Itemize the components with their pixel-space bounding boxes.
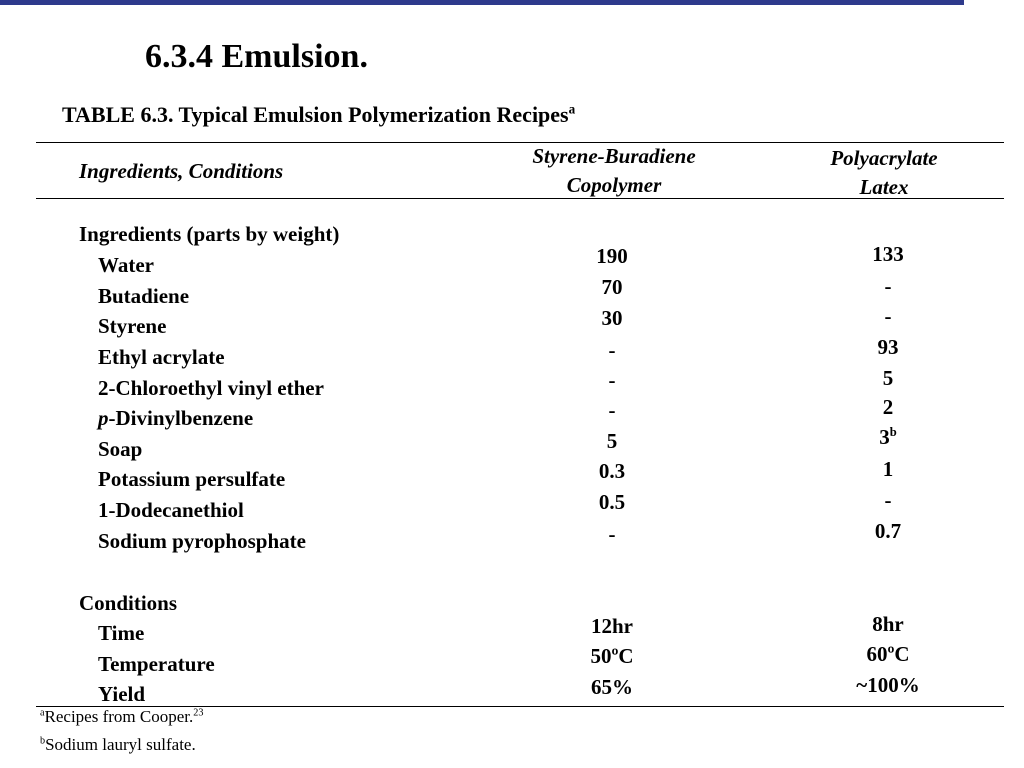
row-label-temperature: Temperature — [98, 652, 215, 676]
cell-sbr-temperature: 50ºC — [590, 644, 634, 668]
cell-sbr-yield: 65% — [591, 675, 633, 699]
cell-sbr-dodecanethiol: 0.5 — [598, 490, 626, 514]
cell-sbr-butadiene: 70 — [601, 275, 623, 299]
header-polyacrylate-latex — [784, 144, 984, 202]
cell-pa-styrene: - — [884, 304, 892, 328]
cell-pa-water: 133 — [872, 242, 904, 266]
cell-pa-potassium-persulfate: 1 — [882, 457, 894, 481]
footnote-a — [40, 707, 203, 727]
row-label-styrene: Styrene — [98, 314, 167, 338]
footnote-a-reference: 23 — [193, 707, 204, 719]
cell-sbr-divinylbenzene: - — [608, 398, 616, 422]
row-label-divinylbenzene-text: -Divinylbenzene — [108, 406, 254, 430]
page-title: 6.3.4 Emulsion. — [145, 38, 368, 75]
footnote-b-mark: b — [40, 735, 46, 747]
cell-pa-temperature: 60ºC — [866, 642, 910, 666]
footnote-a-text: Recipes from Cooper. — [44, 707, 194, 726]
table-caption-text: TABLE 6.3. Typical Emulsion Polymerization Recipes — [62, 102, 569, 127]
section-ingredients: Ingredients (parts by weight) — [79, 222, 340, 246]
row-label-sodium-pyrophosphate: Sodium pyrophosphate — [98, 529, 306, 553]
cell-pa-yield: ~100% — [856, 673, 920, 697]
cell-pa-soap-footnote-mark: b — [889, 425, 897, 439]
cell-sbr-water: 190 — [596, 244, 628, 268]
row-label-dodecanethiol: 1-Dodecanethiol — [98, 498, 244, 522]
cell-sbr-sodium-pyrophosphate: - — [608, 522, 616, 546]
cell-pa-divinylbenzene: 2 — [882, 395, 894, 419]
cell-sbr-ethyl-acrylate: - — [608, 338, 616, 362]
row-label-butadiene: Butadiene — [98, 284, 190, 308]
row-label-water: Water — [98, 253, 154, 277]
header-polyacrylate-line2: Latex — [859, 175, 909, 199]
cell-sbr-time: 12hr — [591, 614, 633, 638]
table-caption-footnote-mark: a — [568, 101, 576, 117]
row-label-time: Time — [98, 621, 145, 645]
row-label-potassium-persulfate: Potassium persulfate — [98, 467, 286, 491]
row-label-divinylbenzene — [98, 406, 253, 431]
header-styrene-butadiene-line2: Copolymer — [566, 173, 662, 197]
header-styrene-butadiene — [514, 142, 714, 200]
title-underline — [0, 0, 964, 5]
footnote-a-mark: a — [40, 707, 45, 719]
table-caption — [62, 102, 575, 128]
row-label-chloroethyl-vinyl-ether: 2-Chloroethyl vinyl ether — [98, 376, 324, 400]
cell-pa-soap — [788, 425, 988, 450]
row-label-yield: Yield — [98, 682, 146, 706]
header-styrene-butadiene-line1: Styrene-Buradiene — [532, 144, 696, 168]
cell-pa-soap-value: 3 — [879, 425, 890, 449]
cell-pa-dodecanethiol: - — [884, 488, 892, 512]
cell-pa-chloroethyl-vinyl-ether: 5 — [882, 366, 894, 390]
cell-pa-butadiene: - — [884, 274, 892, 298]
cell-pa-time: 8hr — [872, 612, 904, 636]
header-polyacrylate-line1: Polyacrylate — [830, 146, 938, 170]
header-ingredients-conditions: Ingredients, Conditions — [79, 159, 284, 183]
cell-pa-sodium-pyrophosphate: 0.7 — [874, 519, 902, 543]
footnote-b-text: Sodium lauryl sulfate. — [45, 735, 196, 754]
cell-sbr-chloroethyl-vinyl-ether: - — [608, 368, 616, 392]
row-label-soap: Soap — [98, 437, 143, 461]
row-label-divinylbenzene-prefix: p — [98, 406, 109, 430]
cell-sbr-potassium-persulfate: 0.3 — [598, 459, 626, 483]
section-conditions: Conditions — [79, 591, 178, 615]
footnote-b — [40, 735, 196, 755]
cell-sbr-soap: 5 — [606, 429, 618, 453]
cell-pa-ethyl-acrylate: 93 — [877, 335, 899, 359]
cell-sbr-styrene: 30 — [601, 306, 623, 330]
row-label-ethyl-acrylate: Ethyl acrylate — [98, 345, 225, 369]
